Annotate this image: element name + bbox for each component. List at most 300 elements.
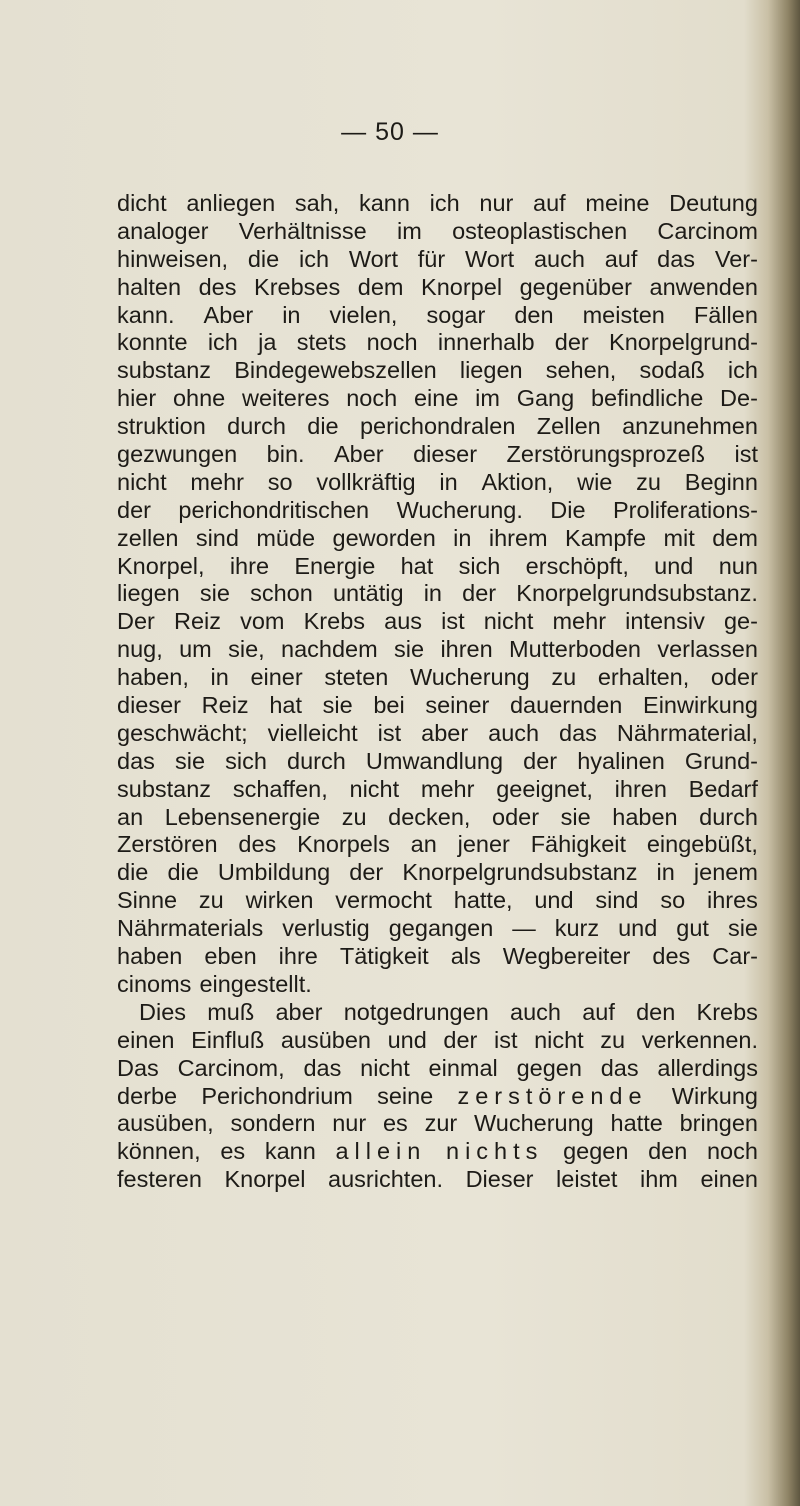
word: Beginn: [684, 468, 758, 495]
text-line: [117, 748, 758, 776]
word: jener: [457, 831, 510, 858]
word: auf: [604, 245, 638, 272]
word: oder: [710, 664, 758, 691]
text-line: [117, 497, 758, 525]
word: halten: [117, 273, 182, 300]
word: ist: [493, 1026, 518, 1053]
word: Dies: [139, 998, 187, 1025]
word: und: [618, 915, 658, 942]
word: das: [657, 245, 696, 272]
word: Verhältnisse: [238, 217, 367, 244]
word: hinweisen,: [117, 245, 229, 272]
word: zu: [636, 468, 661, 495]
word: sodaß: [639, 357, 705, 384]
word: in: [423, 580, 442, 607]
word: hier: [117, 385, 157, 412]
text-line: [117, 664, 758, 692]
word: nicht: [534, 1026, 584, 1053]
word: mit: [663, 524, 695, 551]
word: Krebs: [696, 998, 758, 1025]
word: aber: [275, 998, 323, 1025]
word: auch: [533, 245, 585, 272]
word: nicht: [360, 1054, 410, 1081]
word: notgedrungen: [343, 998, 489, 1025]
text-line: [117, 357, 758, 385]
text-line: [117, 580, 758, 608]
word: Knorpelgrund-: [609, 329, 758, 356]
word: aus: [384, 608, 423, 635]
text-line: [117, 804, 758, 832]
word: vollkräftig: [316, 468, 416, 495]
word: gegen: [516, 1054, 582, 1081]
word: Lebensenergie: [164, 803, 321, 830]
word: ihre: [278, 943, 318, 970]
word: zu: [341, 803, 367, 830]
word: Aber: [203, 301, 254, 328]
word: Grund-: [684, 747, 758, 774]
word: die: [167, 859, 199, 886]
word: Wort: [465, 245, 515, 272]
word: Wucherung: [409, 664, 530, 691]
word: sich: [225, 747, 267, 774]
word: vielleicht: [267, 719, 358, 746]
word: allein: [335, 1138, 427, 1165]
word: Bindegewebszellen: [234, 357, 437, 384]
word: cinoms: [117, 970, 192, 997]
text-line: [117, 329, 758, 357]
text-line: [117, 246, 758, 274]
word: in: [439, 468, 458, 495]
word: derbe: [117, 1082, 178, 1109]
text-line: [117, 1055, 758, 1083]
text-line: [117, 915, 758, 943]
word: Knorpel,: [117, 552, 205, 579]
word: ist: [441, 608, 465, 635]
word: gegen: [563, 1138, 629, 1165]
text-line: [117, 218, 758, 246]
word: Reiz: [173, 608, 221, 635]
word: ihren: [440, 636, 493, 663]
word: im: [397, 217, 422, 244]
word: kann.: [117, 301, 175, 328]
word: schon: [250, 580, 313, 607]
word: der: [523, 747, 558, 774]
word: nicht: [349, 775, 400, 802]
word: substanz: [117, 775, 212, 802]
word: mehr: [420, 775, 475, 802]
word: osteoplastischen: [452, 217, 628, 244]
word: sie: [394, 636, 425, 663]
word: wie: [577, 468, 613, 495]
word: seine: [377, 1082, 434, 1109]
word: gegenüber: [519, 273, 632, 300]
word: in: [656, 859, 675, 886]
word: leistet: [556, 1166, 618, 1193]
word: Einfluß: [191, 1026, 265, 1053]
word: perichondritischen: [178, 496, 370, 523]
word: sie: [322, 692, 353, 719]
word: Wucherung: [474, 1110, 594, 1137]
word: allerdings: [657, 1054, 758, 1081]
word: die: [117, 859, 149, 886]
word: hyalinen: [577, 747, 665, 774]
word: noch: [366, 329, 418, 356]
word: vom: [240, 608, 285, 635]
word: befindliche: [590, 385, 704, 412]
word: um: [179, 636, 212, 663]
word: noch: [346, 385, 398, 412]
word: dauernden: [509, 692, 623, 719]
word: den: [514, 301, 554, 328]
word: auch: [510, 998, 561, 1025]
word: sich: [458, 552, 501, 579]
word: —: [512, 915, 536, 942]
word: einen: [117, 1026, 175, 1053]
word: jenem: [693, 859, 758, 886]
word: sie: [199, 580, 230, 607]
word: Dieser: [465, 1166, 534, 1193]
word: substanz: [117, 357, 212, 384]
word: gut: [676, 915, 709, 942]
word: es: [220, 1138, 246, 1165]
word: verlustig: [282, 915, 370, 942]
word: ist: [734, 441, 758, 468]
word: der: [554, 329, 589, 356]
word: ausrichten.: [328, 1166, 443, 1193]
word: Fähigkeit: [530, 831, 627, 858]
word: bei: [373, 692, 405, 719]
word: struktion: [117, 413, 206, 440]
word: gezwungen: [117, 441, 238, 468]
word: sind: [595, 887, 639, 914]
word: auf: [582, 998, 615, 1025]
text-line: [117, 190, 758, 218]
text-line: [117, 608, 758, 636]
text-line: [117, 692, 758, 720]
word: eine: [413, 385, 459, 412]
word: Carcinom: [657, 217, 758, 244]
word: für: [417, 245, 446, 272]
word: durch: [287, 747, 346, 774]
word: nachdem: [281, 636, 378, 663]
text-line: [117, 1166, 758, 1194]
word: in: [453, 524, 472, 551]
word: decken,: [388, 803, 471, 830]
word: zu: [600, 1026, 626, 1053]
word: haben: [117, 943, 183, 970]
word: kurz: [554, 915, 600, 942]
word: als: [450, 943, 481, 970]
word: dieser: [117, 692, 182, 719]
word: können,: [117, 1138, 201, 1165]
word: auf: [533, 190, 566, 216]
word: hat: [269, 692, 302, 719]
text-line: [117, 776, 758, 804]
word: so: [660, 887, 686, 914]
text-line: [117, 553, 758, 581]
word: ausüben: [280, 1026, 371, 1053]
word: Energie: [294, 552, 376, 579]
text-line: [117, 1027, 758, 1055]
word: die: [307, 413, 339, 440]
word: innerhalb: [437, 329, 535, 356]
word: Zerstörungsprozeß: [506, 441, 706, 468]
word: schaffen,: [232, 775, 328, 802]
text-line: [117, 302, 758, 330]
word: dem: [712, 524, 758, 551]
word: liegen: [459, 357, 523, 384]
word: Fällen: [693, 301, 758, 328]
word: Aktion,: [481, 468, 554, 495]
word: ich: [429, 190, 460, 216]
word: oder: [492, 803, 540, 830]
word: ihren: [614, 775, 667, 802]
word: Ver-: [714, 245, 758, 272]
word: Wegbereiter: [502, 943, 631, 970]
word: ohne: [172, 385, 226, 412]
text-line: [117, 413, 758, 441]
word: den: [636, 998, 676, 1025]
word: Reiz: [201, 692, 249, 719]
body-text: [117, 190, 758, 1194]
text-line: [117, 441, 758, 469]
word: Wucherung.: [396, 496, 523, 523]
word: Wirkung: [671, 1082, 758, 1109]
text-line: [117, 971, 758, 999]
word: einmal: [428, 1054, 498, 1081]
word: untätig: [332, 580, 404, 607]
word: der: [117, 496, 151, 523]
word: ist: [377, 719, 402, 746]
word: bringen: [679, 1110, 758, 1137]
word: Bedarf: [688, 775, 758, 802]
word: Umwandlung: [365, 747, 504, 774]
word: ihre: [229, 552, 270, 579]
word: im: [475, 385, 500, 412]
word: es: [382, 1110, 408, 1137]
word: Die: [550, 496, 586, 523]
word: sie: [174, 747, 206, 774]
word: der: [443, 1026, 478, 1053]
word: durch: [699, 803, 758, 830]
word: Gang: [516, 385, 575, 412]
word: hat: [400, 552, 434, 579]
text-line: [117, 887, 758, 915]
word: zerstörende: [457, 1082, 648, 1109]
word: aber: [421, 719, 469, 746]
word: wirken: [245, 887, 314, 914]
word: sehen,: [545, 357, 617, 384]
word: liegen: [117, 580, 180, 607]
word: weiteres: [241, 385, 330, 412]
word: sie,: [228, 636, 265, 663]
word: ihrem: [488, 524, 548, 551]
word: nichts: [446, 1138, 544, 1165]
word: nur: [332, 1110, 367, 1137]
word: Nährmaterial,: [616, 719, 758, 746]
word: des: [198, 273, 237, 300]
word: zu: [551, 664, 577, 691]
text-line: [117, 469, 758, 497]
text-line: [117, 943, 758, 971]
word: kann: [358, 190, 410, 216]
word: in: [210, 664, 229, 691]
word: bin.: [266, 441, 305, 468]
word: der: [349, 859, 384, 886]
word: Perichondrium: [201, 1082, 353, 1109]
word: Mutterboden: [509, 636, 641, 663]
word: Knorpelgrundsubstanz.: [516, 580, 758, 607]
word: sondern: [230, 1110, 316, 1137]
word: zellen: [117, 524, 179, 551]
text-line: [117, 525, 758, 553]
word: müde: [256, 524, 316, 551]
word: das: [600, 1054, 639, 1081]
word: das: [559, 719, 597, 746]
word: noch: [706, 1138, 758, 1165]
word: Knorpel: [421, 273, 503, 300]
word: auch: [488, 719, 540, 746]
word: geeignet,: [496, 775, 593, 802]
word: anwenden: [649, 273, 758, 300]
word: hatte,: [453, 887, 513, 914]
word: in: [282, 301, 301, 328]
word: das: [117, 747, 155, 774]
word: die: [247, 245, 280, 272]
word: haben: [612, 803, 678, 830]
word: festeren: [117, 1166, 202, 1193]
word: Umbildung: [217, 859, 331, 886]
word: ausüben,: [117, 1110, 214, 1137]
word: durch: [227, 413, 286, 440]
text-line: [117, 831, 758, 859]
word: geworden: [332, 524, 436, 551]
word: mehr: [190, 468, 244, 495]
word: perichondralen: [359, 413, 516, 440]
word: Nährmaterials: [117, 915, 264, 942]
word: geschwächt;: [117, 719, 248, 746]
word: sogar: [426, 301, 486, 328]
word: an: [410, 831, 437, 858]
word: Proliferations-: [613, 496, 758, 523]
word: an: [117, 803, 144, 830]
word: dem: [357, 273, 404, 300]
word: verlassen: [657, 636, 758, 663]
word: des: [238, 831, 277, 858]
text-line: [117, 1083, 758, 1111]
text-line: [117, 859, 758, 887]
word: ja: [258, 329, 277, 356]
word: stets: [296, 329, 347, 356]
text-line: [117, 1110, 758, 1138]
word: Kampfe: [565, 524, 647, 551]
word: sind: [195, 524, 239, 551]
word: vielen,: [329, 301, 398, 328]
word: nicht: [117, 468, 167, 495]
word: anliegen: [186, 190, 276, 216]
word: nur: [479, 190, 514, 216]
word: erschöpft,: [525, 552, 629, 579]
word: und: [654, 552, 694, 579]
word: hatte: [610, 1110, 663, 1137]
word: gegangen: [388, 915, 494, 942]
word: und: [534, 887, 574, 914]
text-line: [117, 274, 758, 302]
word: ich: [298, 245, 330, 272]
word: nug,: [117, 636, 163, 663]
word: steten: [324, 664, 389, 691]
word: muß: [207, 998, 255, 1025]
word: seiner: [425, 692, 490, 719]
word: sie: [560, 803, 591, 830]
word: Tätigkeit: [339, 943, 429, 970]
word: ich: [727, 357, 758, 384]
word: mehr: [552, 608, 607, 635]
word: Zerstören: [117, 831, 218, 858]
word: analoger: [117, 217, 209, 244]
word: meisten: [582, 301, 665, 328]
word: intensiv: [625, 608, 705, 635]
word: eingebüßt,: [646, 831, 758, 858]
word: De-: [720, 385, 758, 412]
word: den: [648, 1138, 688, 1165]
word: kann: [264, 1138, 316, 1165]
word: und: [387, 1026, 427, 1053]
text-line: [117, 385, 758, 413]
word: Krebs: [303, 608, 366, 635]
text-line: [117, 999, 758, 1027]
word: Aber: [333, 441, 384, 468]
word: Wort: [348, 245, 398, 272]
word: meine: [585, 190, 650, 216]
page-number: — 50 —: [341, 118, 439, 146]
word: einen: [700, 1166, 758, 1193]
word: Zellen: [536, 413, 601, 440]
word: Krebses: [254, 273, 341, 300]
word: Car-: [712, 943, 758, 970]
word: dieser: [413, 441, 478, 468]
word: einer: [250, 664, 303, 691]
word: Knorpelgrundsubstanz: [402, 859, 638, 886]
word: Carcinom,: [177, 1054, 285, 1081]
word: Sinne: [117, 887, 178, 914]
text-line: [117, 636, 758, 664]
word: zu: [198, 887, 224, 914]
word: das: [303, 1054, 342, 1081]
word: nun: [718, 552, 758, 579]
word: anzunehmen: [622, 413, 758, 440]
word: Das: [117, 1054, 159, 1081]
word: Knorpel: [224, 1166, 306, 1193]
word: ich: [207, 329, 238, 356]
word: Der: [117, 608, 155, 635]
word: der: [462, 580, 497, 607]
word: Knorpels: [297, 831, 390, 858]
word: verkennen.: [641, 1026, 758, 1053]
word: sie: [727, 915, 758, 942]
word: nicht: [483, 608, 534, 635]
word: eingestellt.: [199, 970, 312, 997]
word: eben: [204, 943, 257, 970]
word: haben,: [117, 664, 189, 691]
text-line: [117, 1138, 758, 1166]
word: ihres: [706, 887, 758, 914]
word: zur: [424, 1110, 458, 1137]
word: ihm: [640, 1166, 678, 1193]
word: erhalten,: [597, 664, 690, 691]
word: vermocht: [335, 887, 432, 914]
word: konnte: [117, 329, 188, 356]
